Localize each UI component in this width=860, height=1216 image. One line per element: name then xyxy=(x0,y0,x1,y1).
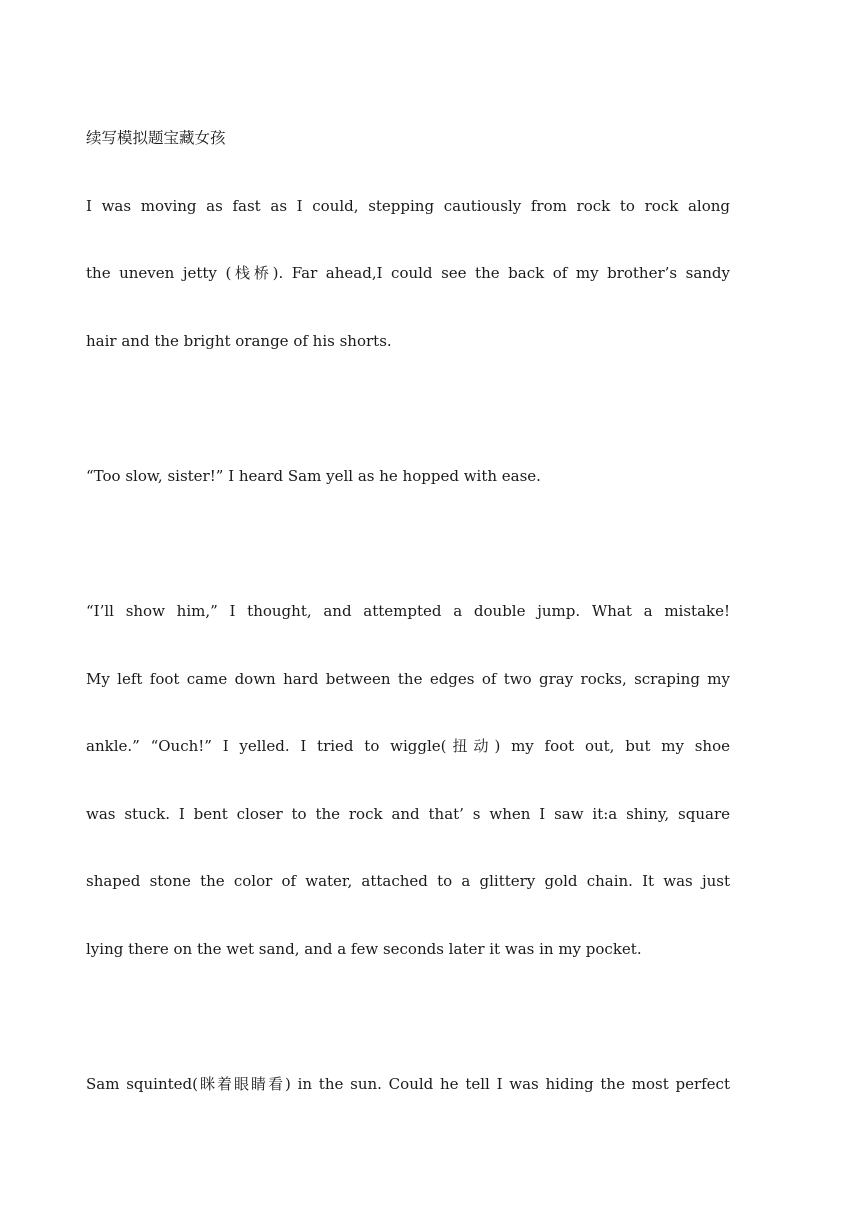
paragraph-3-line-6: lying there on the wet sand, and a few seconds later it was in my pocket. xyxy=(86,940,642,958)
paragraph-2-line-1: “Too slow, sister!” I heard Sam yell as he hopped with ease. xyxy=(86,467,541,485)
paragraph-3-line-3: ankle.” “Ouch!” I yelled. I tried to wiggle(扭动) my foot out, but my shoe xyxy=(86,737,730,755)
paragraph-3-line-1: “I’ll show him,” I thought, and attempted a double jump. What a mistake! xyxy=(86,602,730,620)
paragraph-1-line-1: I was moving as fast as I could, stepping cautiously from rock to rock along xyxy=(86,197,730,215)
paragraph-3-line-5: shaped stone the color of water, attached to a glittery gold chain. It was just xyxy=(86,872,730,890)
document-title: 续写模拟题宝藏女孩 xyxy=(86,129,226,147)
paragraph-3-line-4: was stuck. I bent closer to the rock and that’ s when I saw it:a shiny, square xyxy=(86,805,730,823)
paragraph-3-line-2: My left foot came down hard between the edges of two gray rocks, scraping my xyxy=(86,670,730,688)
paragraph-4-line-1: Sam squinted(眯着眼睛看) in the sun. Could he tell I was hiding the most perfect xyxy=(86,1075,730,1093)
paragraph-1-line-3: hair and the bright orange of his shorts. xyxy=(86,332,392,350)
paragraph-1-line-2: the uneven jetty (栈桥). Far ahead,I could see the back of my brother’s sandy xyxy=(86,264,730,282)
